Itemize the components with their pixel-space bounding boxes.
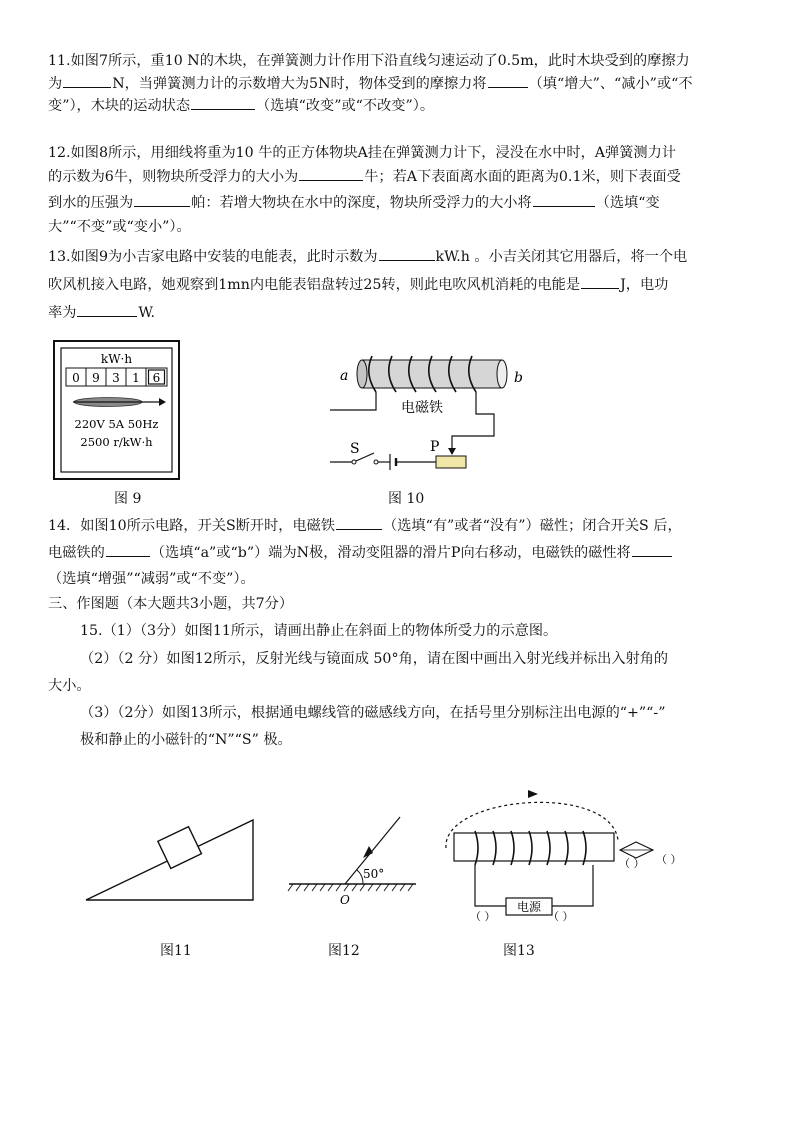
end-b-label: b	[514, 370, 523, 386]
q14-line3: （选填“增强”“减弱”或“不变”）。	[48, 571, 255, 587]
q12-l3-end: （选填“变	[595, 195, 660, 211]
q13-l3-end: W.	[138, 305, 156, 321]
q15-part2-line1: （2）（2 分）如图12所示，反射光线与镜面成 50°角，请在图中画出入射光线并标出入射角的	[80, 651, 669, 667]
q11-blank-motion[interactable]	[191, 95, 255, 110]
slider-p-label: P	[430, 439, 440, 455]
meter-unit: kW·h	[100, 352, 133, 366]
q13-line1	[48, 246, 687, 267]
meter-digit: 1	[132, 371, 140, 385]
q13-l1-start: 13.如图9为小吉家电路中安装的电能表，此时示数为	[48, 249, 378, 265]
q12-l3-mid: 帕：若增大物块在水中的深度，物块所受浮力的大小将	[191, 195, 532, 211]
q11-l3-end: （选填“改变”或“不改变”）。	[256, 98, 435, 114]
q11-l3-start: 变”），木块的运动状态	[48, 98, 191, 114]
meter-digit: 3	[112, 371, 120, 385]
q12-blank-buoyancy-change[interactable]	[533, 192, 595, 207]
source-bracket-left[interactable]: （ ）	[470, 910, 496, 923]
needle-bracket-left[interactable]: （ ）	[619, 857, 645, 870]
angle-label: 50°	[363, 867, 385, 881]
fig11-incline-block	[85, 810, 257, 902]
source-bracket-right[interactable]: （ ）	[548, 910, 574, 923]
fig13-solenoid	[440, 788, 695, 928]
q11-line1: 11.如图7所示，重10 N的木块，在弹簧测力计作用下沿直线匀速运动了0.5m，此时木块受到的摩擦力	[48, 53, 690, 69]
meter-digit: 9	[92, 371, 100, 385]
q11-line3	[48, 95, 434, 116]
q11-l2-start: 为	[48, 76, 63, 92]
power-source-label: 电源	[516, 900, 542, 914]
q14-blank-strength[interactable]	[632, 542, 672, 557]
switch-s-label: S	[350, 441, 360, 457]
q12-l2-end: 牛；若A下表面离水面的距离为0.1米，则下表面受	[364, 169, 681, 185]
rheostat-icon	[436, 456, 466, 468]
fig10-electromagnet-circuit	[330, 350, 530, 475]
q12-blank-pressure[interactable]	[134, 192, 190, 207]
q13-l3-start: 率为	[48, 305, 77, 321]
q13-l2-end: J，电功	[620, 277, 669, 293]
q11-l2-end: （填“增大”、“减小”或“不	[528, 76, 693, 92]
q13-blank-power[interactable]	[77, 302, 137, 317]
q13-line3	[48, 302, 155, 323]
fig13-caption: 图13	[503, 943, 535, 959]
q11-l2-mid: N，当弹簧测力计的示数增大为5N时，物体受到的摩擦力将	[112, 76, 487, 92]
q13-l2-start: 吹风机接入电路，她观察到1mn内电能表铝盘转过25转，则此电吹风机消耗的电能是	[48, 277, 581, 293]
q13-blank-energy[interactable]	[581, 274, 619, 289]
q14-l2-start: 电磁铁的	[48, 545, 105, 561]
field-arrow-icon	[528, 790, 538, 798]
q14-l1-start: 14．如图10所示电路，开关S断开时，电磁铁	[48, 518, 336, 534]
q14-line1	[48, 515, 682, 536]
fig11-caption: 图11	[160, 943, 192, 959]
q13-line2	[48, 274, 668, 295]
q14-l2-mid: （选填“a”或“b”）端为N极，滑动变阻器的滑片P向右移动，电磁铁的磁性将	[150, 545, 631, 561]
fig10-caption: 图 10	[388, 491, 425, 507]
q15-part2-line2: 大小。	[48, 678, 91, 694]
fig12-caption: 图12	[328, 943, 360, 959]
q14-blank-pole[interactable]	[106, 542, 150, 557]
q11-blank-change[interactable]	[488, 73, 528, 88]
section-heading: 三、作图题（本大题共3小题，共7分）	[48, 596, 294, 612]
q13-blank-reading[interactable]	[379, 246, 435, 261]
meter-spec-revolutions: 2500 r/kW·h	[80, 435, 153, 449]
q15-part3-line2: 极和静止的小磁针的“N”“S” 极。	[80, 732, 292, 748]
end-a-label: a	[340, 368, 349, 384]
meter-digit: 0	[72, 371, 80, 385]
q15-part3-line1: （3）（2分）如图13所示，根据通电螺线管的磁感线方向，在括号里分别标注出电源的“+”“-”	[80, 705, 666, 721]
q12-line1: 12.如图8所示，用细线将重为10 牛的正方体物块A挂在弹簧测力计下，浸没在水中时，A弹簧测力计	[48, 145, 676, 161]
q14-line2	[48, 542, 673, 563]
point-o-label: O	[340, 893, 350, 907]
needle-bracket-right[interactable]: （ ）	[656, 853, 682, 866]
meter-digit-decimal: 6	[152, 371, 161, 385]
q14-blank-magnetism[interactable]	[336, 515, 382, 530]
fig9-caption: 图 9	[114, 491, 142, 507]
fig9-electricity-meter	[53, 340, 180, 480]
q13-l1-end: kW.h 。小吉关闭其它用器后，将一个电	[435, 249, 688, 265]
q11-blank-friction[interactable]	[63, 73, 111, 88]
q12-line4: 大”“不变”或“变小”）。	[48, 219, 191, 235]
q12-l3-start: 到水的压强为	[48, 195, 134, 211]
q12-blank-buoyancy[interactable]	[299, 166, 363, 181]
q15-part1: 15.（1）（3分）如图11所示，请画出静止在斜面上的物体所受力的示意图。	[80, 623, 558, 639]
meter-spec-voltage: 220V 5A 50Hz	[74, 417, 159, 431]
q11-line2	[48, 73, 693, 94]
fig12-mirror-reflection	[285, 812, 420, 912]
q12-l2-start: 的示数为6牛，则物块所受浮力的大小为	[48, 169, 299, 185]
q12-line3	[48, 192, 660, 213]
q12-line2	[48, 166, 681, 187]
electromagnet-label: 电磁铁	[401, 400, 443, 416]
q14-l1-end: （选填“有”或者“没有”）磁性；闭合开关S 后，	[383, 518, 682, 534]
